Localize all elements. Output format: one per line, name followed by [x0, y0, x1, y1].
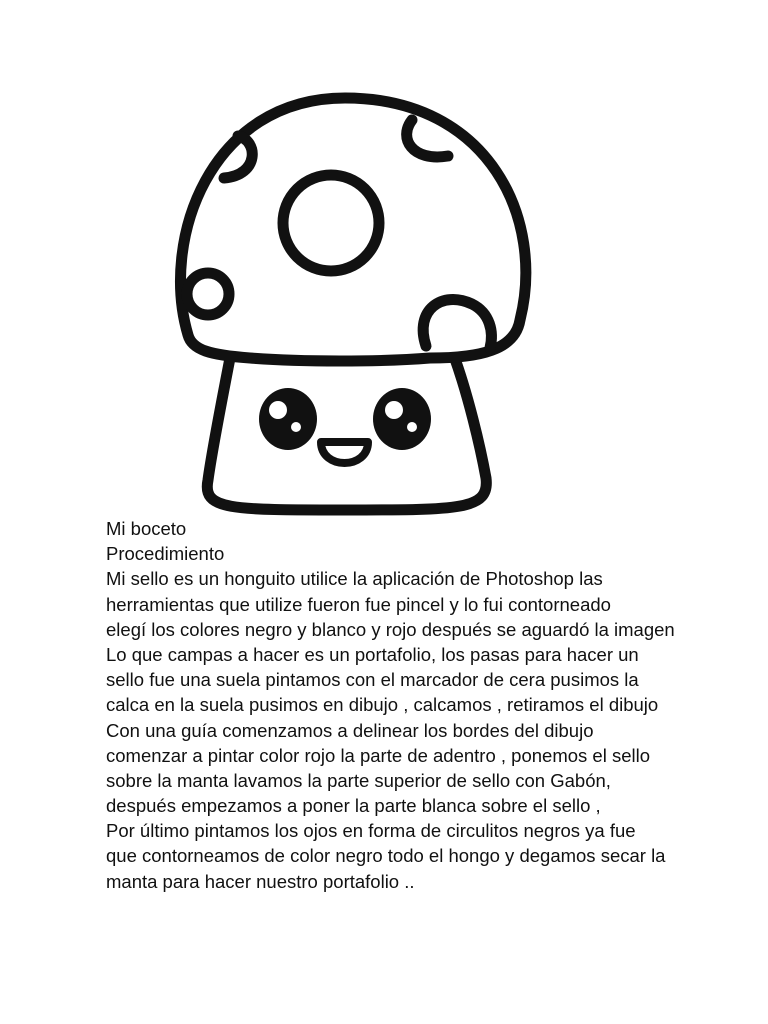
- body-line: herramientas que utilize fueron fue pincel y lo fui contorneado: [106, 593, 611, 615]
- body-line: calca en la suela pusimos en dibujo , calcamos , retiramos el dibujo: [106, 694, 659, 716]
- subheading: Procedimiento: [106, 543, 225, 565]
- body-line: sobre la manta lavamos la parte superior de sello con Gabón,: [106, 769, 611, 791]
- heading: Mi boceto: [106, 518, 187, 539]
- body-line: elegí los colores negro y blanco y rojo después se aguardó la imagen: [106, 618, 675, 640]
- mushroom-cap: [181, 98, 526, 361]
- body-line: Mi sello es un honguito utilice la aplicación de Photoshop las: [106, 568, 603, 590]
- right-eye: [373, 388, 431, 450]
- mushroom-stem: [207, 356, 486, 510]
- body-line: manta para hacer nuestro portafolio ..: [106, 870, 415, 892]
- mushroom-illustration-icon: [150, 70, 550, 530]
- mushroom-face: [259, 388, 431, 463]
- mouth: [321, 442, 368, 463]
- body-line: Por último pintamos los ojos en forma de circulitos negros ya fue: [106, 820, 636, 842]
- body-line: Con una guía comenzamos a delinear los bordes del dibujo: [106, 719, 594, 741]
- body-line: que contorneamos de color negro todo el hongo y degamos secar la: [106, 845, 666, 867]
- body-line: comenzar a pintar color rojo la parte de adentro , ponemos el sello: [106, 744, 650, 766]
- left-eye: [259, 388, 317, 450]
- body-line: sello fue una suela pintamos con el marcador de cera pusimos la: [106, 669, 639, 691]
- procedure-text-block: [106, 516, 706, 894]
- body-line: después empezamos a poner la parte blanca sobre el sello ,: [106, 795, 601, 817]
- body-line: Lo que campas a hacer es un portafolio, los pasas para hacer un: [106, 643, 639, 665]
